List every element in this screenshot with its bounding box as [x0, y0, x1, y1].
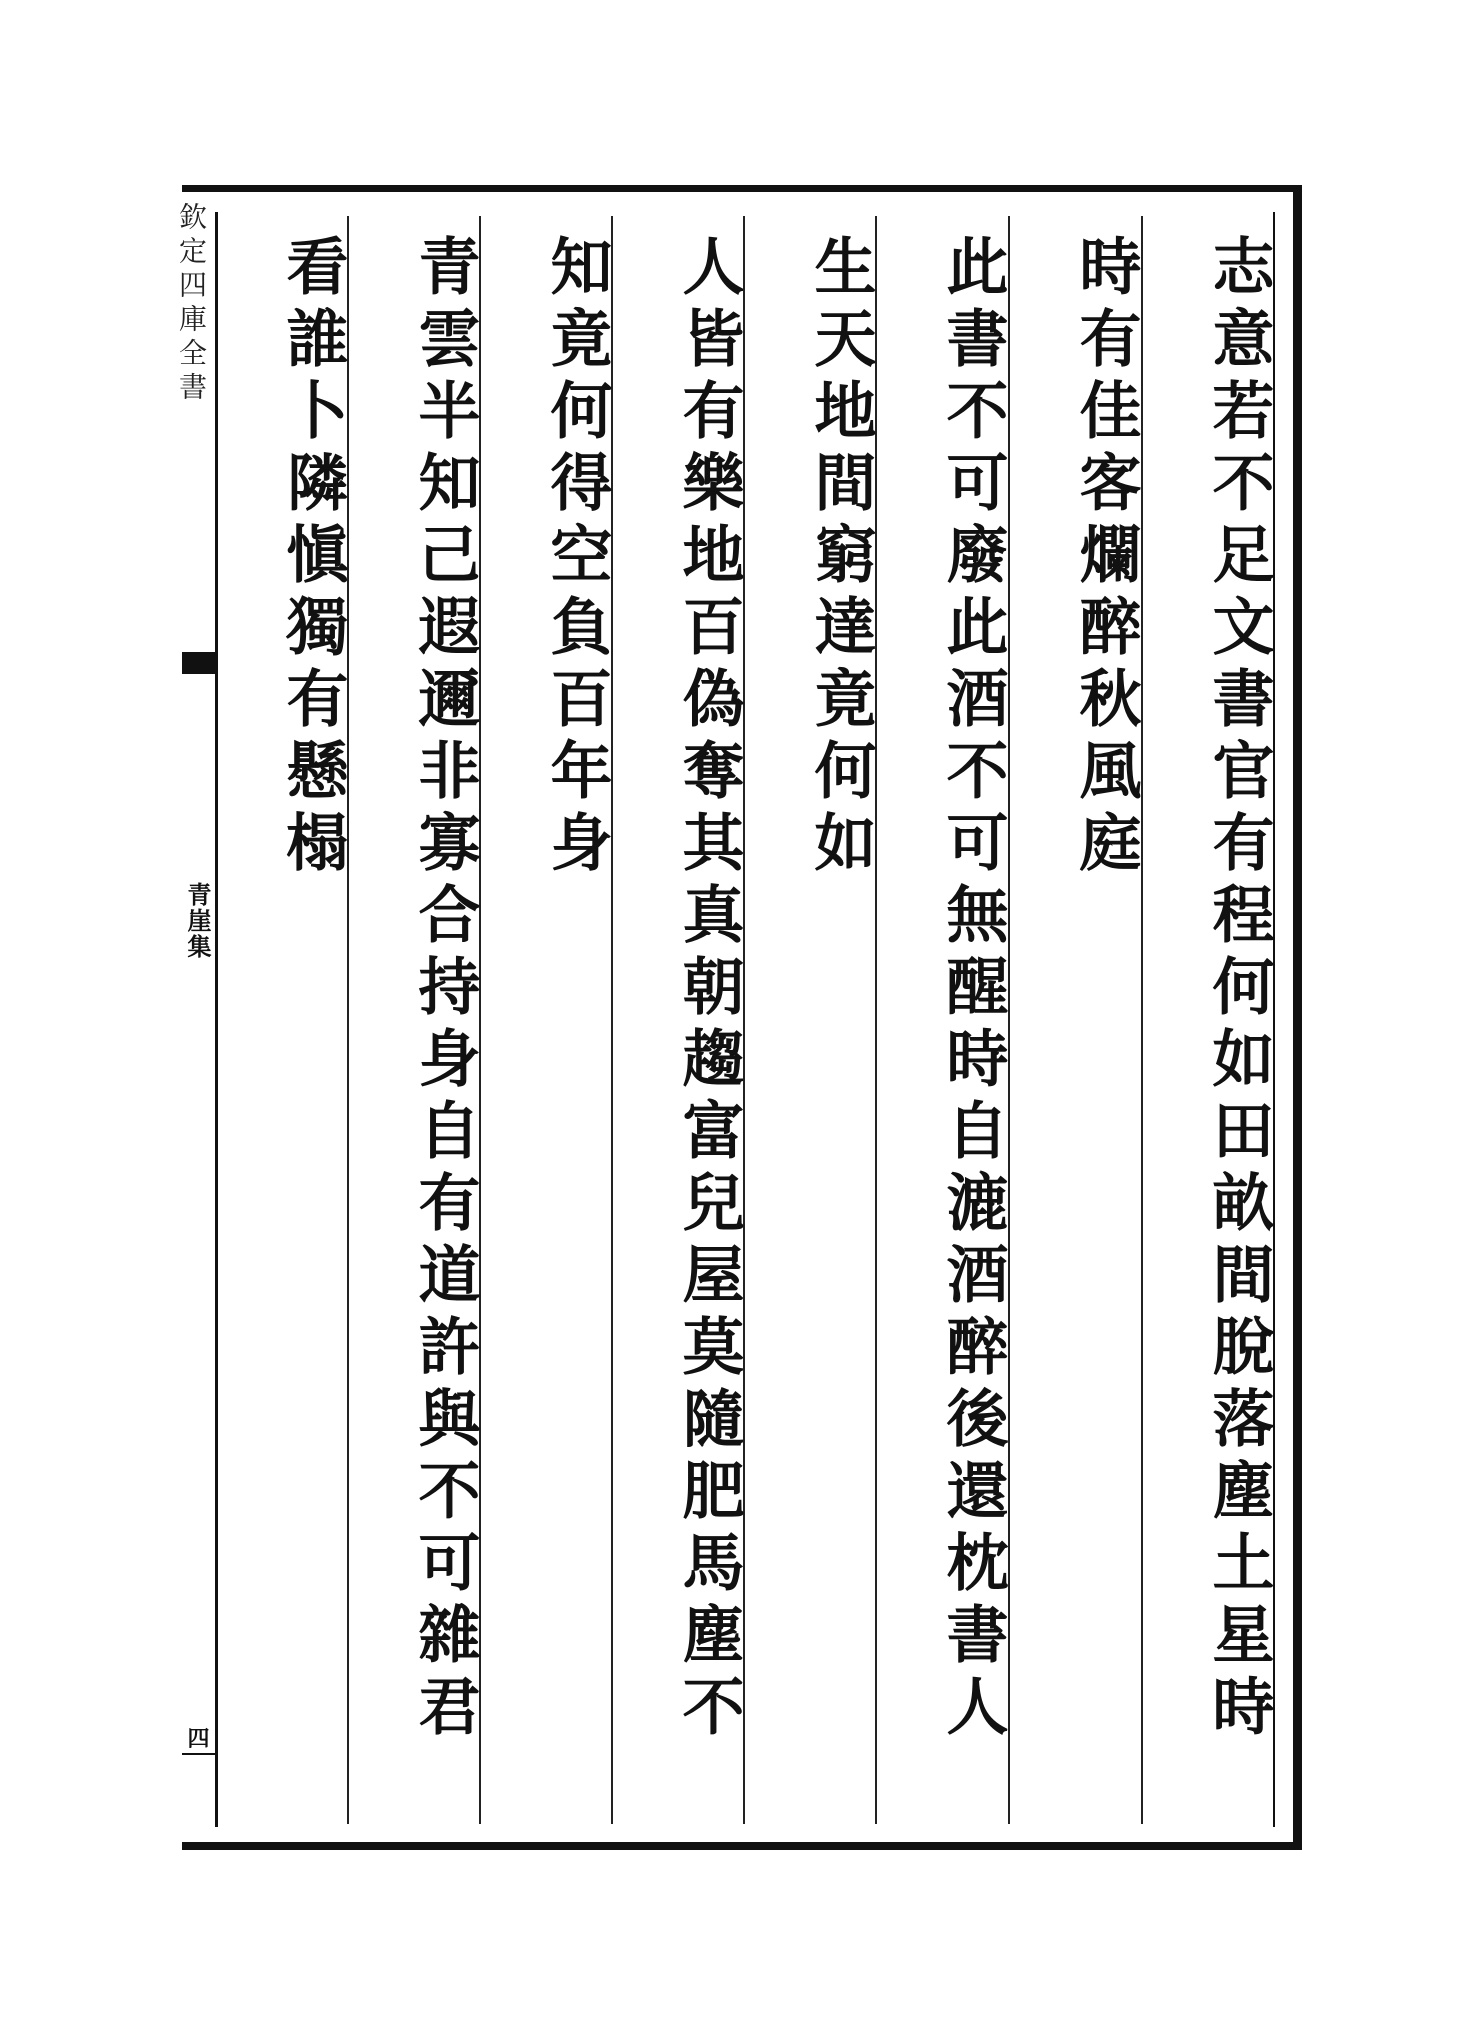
text-column-8	[215, 216, 348, 1824]
series-title: 欽定四庫全書	[175, 202, 208, 406]
column-text: 時有佳客爛醉秋風庭	[1069, 234, 1142, 882]
book-title: 青崖集	[183, 882, 212, 960]
page-margin	[175, 192, 215, 1842]
column-text: 此書不可廢此酒不可無醒時自漉酒醉後還枕書人	[936, 234, 1009, 1746]
text-column-2	[1008, 216, 1141, 1824]
column-text: 知竟何得空負百年身	[540, 234, 613, 882]
column-text: 青雲半知己遐邇非寡合持身自有道許與不可雜君	[408, 234, 481, 1746]
text-column-1	[1141, 216, 1274, 1824]
text-column-3	[875, 216, 1008, 1824]
page-number: 四	[182, 1722, 215, 1755]
text-column-7	[347, 216, 480, 1824]
column-text: 看誰卜隣愼獨有懸榻	[276, 234, 349, 882]
column-text: 人皆有樂地百偽奪其真朝趨富兒屋莫隨肥馬塵不	[672, 234, 745, 1746]
text-column-4	[743, 216, 876, 1824]
column-text: 生天地間窮達竟何如	[804, 234, 877, 882]
fish-tail-mark	[182, 652, 215, 674]
text-column-6	[479, 216, 612, 1824]
column-text: 志意若不足文書官有程何如田畝間脫落塵土星時	[1202, 234, 1275, 1746]
text-column-5	[611, 216, 744, 1824]
